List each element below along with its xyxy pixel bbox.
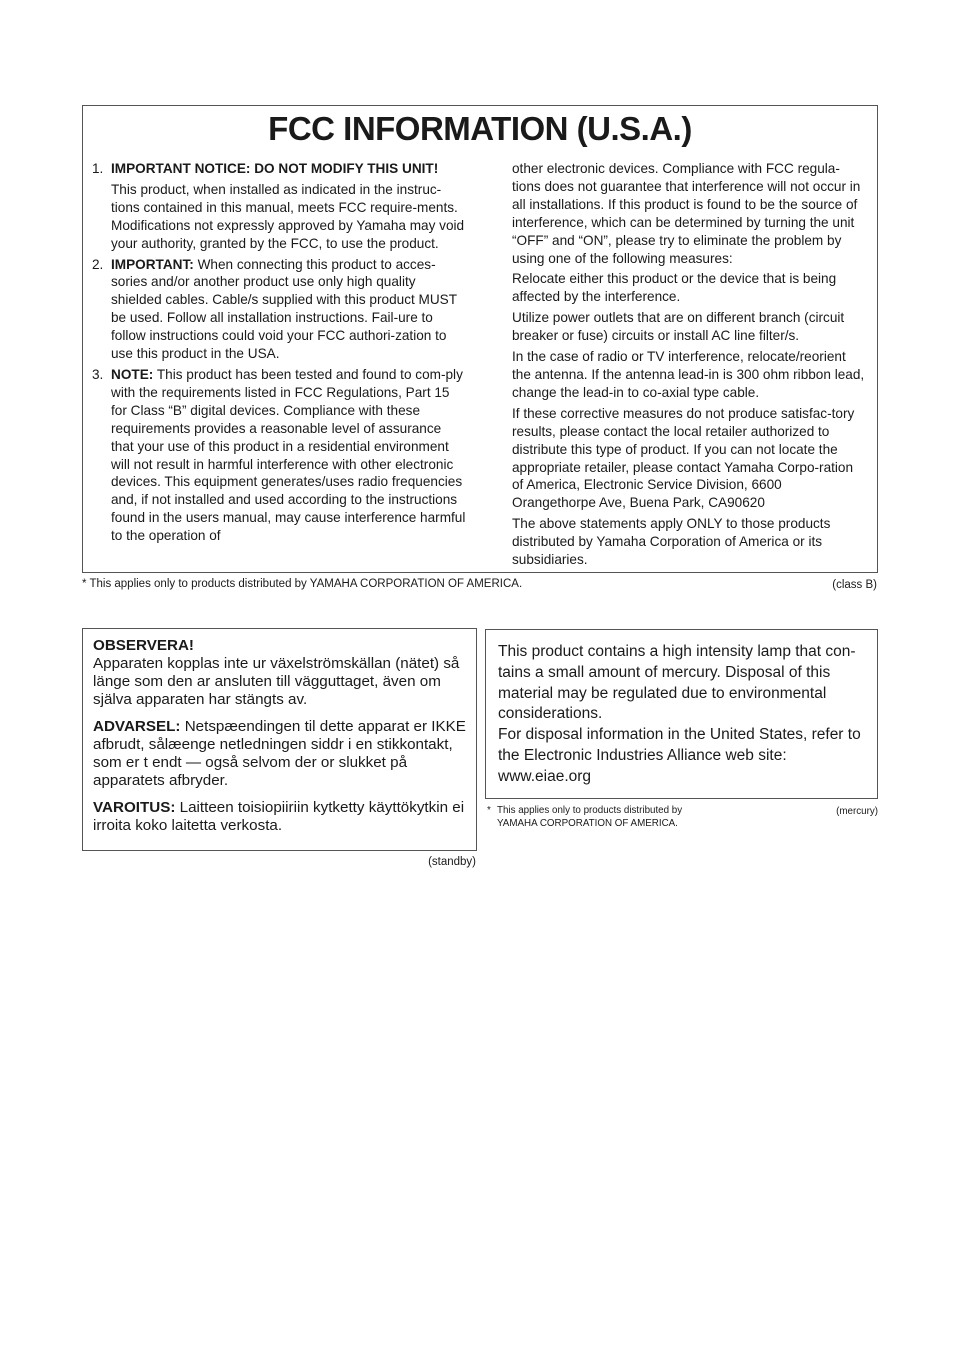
- fcc-item-number: 3.: [92, 366, 104, 382]
- mercury-notice-content: [498, 642, 869, 788]
- fcc-item-head: IMPORTANT NOTICE: DO NOT MODIFY THIS UNIT!: [111, 161, 439, 176]
- mercury-disposal-text: For disposal information in the United States, refer to the Electronic Industries Alliance web site: www.eiae.org: [498, 726, 861, 785]
- observera-heading: OBSERVERA!: [93, 637, 194, 654]
- fcc-item-text: [111, 256, 466, 363]
- standby-notice-box: [82, 628, 477, 851]
- footnote-asterisk: *: [487, 805, 491, 816]
- fcc-item-head: NOTE:: [111, 366, 154, 382]
- fcc-information-box: [82, 105, 878, 573]
- mercury-footnote-line: This applies only to products distributed by: [497, 805, 683, 816]
- standby-tag: (standby): [428, 856, 476, 868]
- fcc-footnote: * This applies only to products distributed by YAMAHA CORPORATION OF AMERICA.: [82, 578, 523, 590]
- fcc-title: FCC INFORMATION (U.S.A.): [268, 110, 692, 147]
- fcc-left-column: [92, 160, 466, 548]
- fcc-item-heading: [111, 160, 466, 178]
- standby-notice-content: [93, 637, 468, 844]
- advarsel-block: [93, 718, 468, 790]
- fcc-item-body: This product, when installed as indicated in the instruc-tions contained in this manual, meets FCC require-ments. Modifications not expressly approved by Yamaha may void your authority, granted by the FCC, to use the product.: [111, 181, 465, 251]
- fcc-item-head: IMPORTANT:: [111, 256, 194, 272]
- fcc-item-number: 1.: [92, 161, 104, 176]
- mercury-footnote: [487, 805, 682, 830]
- fcc-item-body: This product has been tested and found to com-ply with the requirements listed in FCC Regulations, Part 15 for Class “B” digital devices. Compliance with these requirements provides a reasonable level of assurance that your use of this product in a residential environment will not result in harmful interference with other electronic devices. This equipment generates/uses radio frequencies and, if not installed and used according to the instructions found in the users manual, may cause interference harmful to the operation of: [111, 366, 466, 544]
- fcc-item-2: [92, 256, 466, 363]
- mercury-tag: (mercury): [836, 806, 878, 817]
- fcc-item-1: [92, 160, 466, 253]
- varoitus-text: Laitteen toisiopiiriin kytketty käyttökytkin ei irroita koko laitetta verkosta.: [93, 799, 465, 834]
- fcc-item-3: [92, 366, 466, 545]
- advarsel-text: Netspæendingen til dette apparat er IKKE afbrudt, sålæenge netledningen siddr i en stikkontakt, som er t endt — også selvom der or slukket på apparatets afbryder.: [93, 718, 466, 789]
- advarsel-heading: ADVARSEL:: [93, 718, 181, 735]
- varoitus-heading: VAROITUS:: [93, 799, 176, 816]
- fcc-paragraph: other electronic devices. Compliance with FCC regula-tions does not guarantee that interference will not occur in all installations. If this product is found to be the source of interference, which can be determined by turning the unit “OFF” and “ON”, please try to eliminate the problem by using one of the following measures:: [512, 161, 861, 266]
- observera-text: Apparaten kopplas inte ur växelströmskällan (nätet) så länge som den ar ansluten till vägguttaget, även om själva apparaten har stängts av.: [93, 655, 460, 708]
- fcc-paragraph: Relocate either this product or the device that is being affected by the interference.: [512, 271, 837, 305]
- fcc-item-number: 2.: [92, 256, 104, 272]
- mercury-notice-box: [485, 629, 878, 799]
- fcc-paragraph: In the case of radio or TV interference, relocate/reorient the antenna. If the antenna lead-in is 300 ohm ribbon lead, change the lead-in to co-axial type cable.: [512, 349, 865, 400]
- fcc-paragraph: If these corrective measures do not produce satisfac-tory results, please contact the local retailer authorized to distribute this type of product. If you can not locate the appropriate retailer, please contact Yamaha Corpo-ration of America, Electronic Service Division, 6600 Orangethorpe Ave, Buena Park, CA90620: [512, 405, 855, 511]
- mercury-footnote-line: YAMAHA CORPORATION OF AMERICA.: [497, 817, 678, 829]
- fcc-class-tag: (class B): [832, 579, 877, 591]
- fcc-item-text: [111, 366, 466, 545]
- fcc-paragraph: The above statements apply ONLY to those products distributed by Yamaha Corporation of America or its subsidiaries.: [512, 516, 831, 568]
- fcc-item-body: When connecting this product to acces-sories and/or another product use only high quality shielded cables. Cable/s supplied with this product MUST be used. Follow all installation instructions. Fail-ure to follow instructions could void your FCC authori-zation to use this product in the USA.: [111, 256, 457, 362]
- mercury-text: This product contains a high intensity lamp that con-tains a small amount of mercury. Disposal of this material may be regulated due to environmental considerations.: [498, 643, 856, 723]
- fcc-paragraph: Utilize power outlets that are on different branch (circuit breaker or fuse) circuits or install AC line filter/s.: [512, 310, 845, 344]
- fcc-right-column: [512, 160, 868, 572]
- varoitus-block: [93, 799, 468, 835]
- observera-block: [93, 637, 468, 709]
